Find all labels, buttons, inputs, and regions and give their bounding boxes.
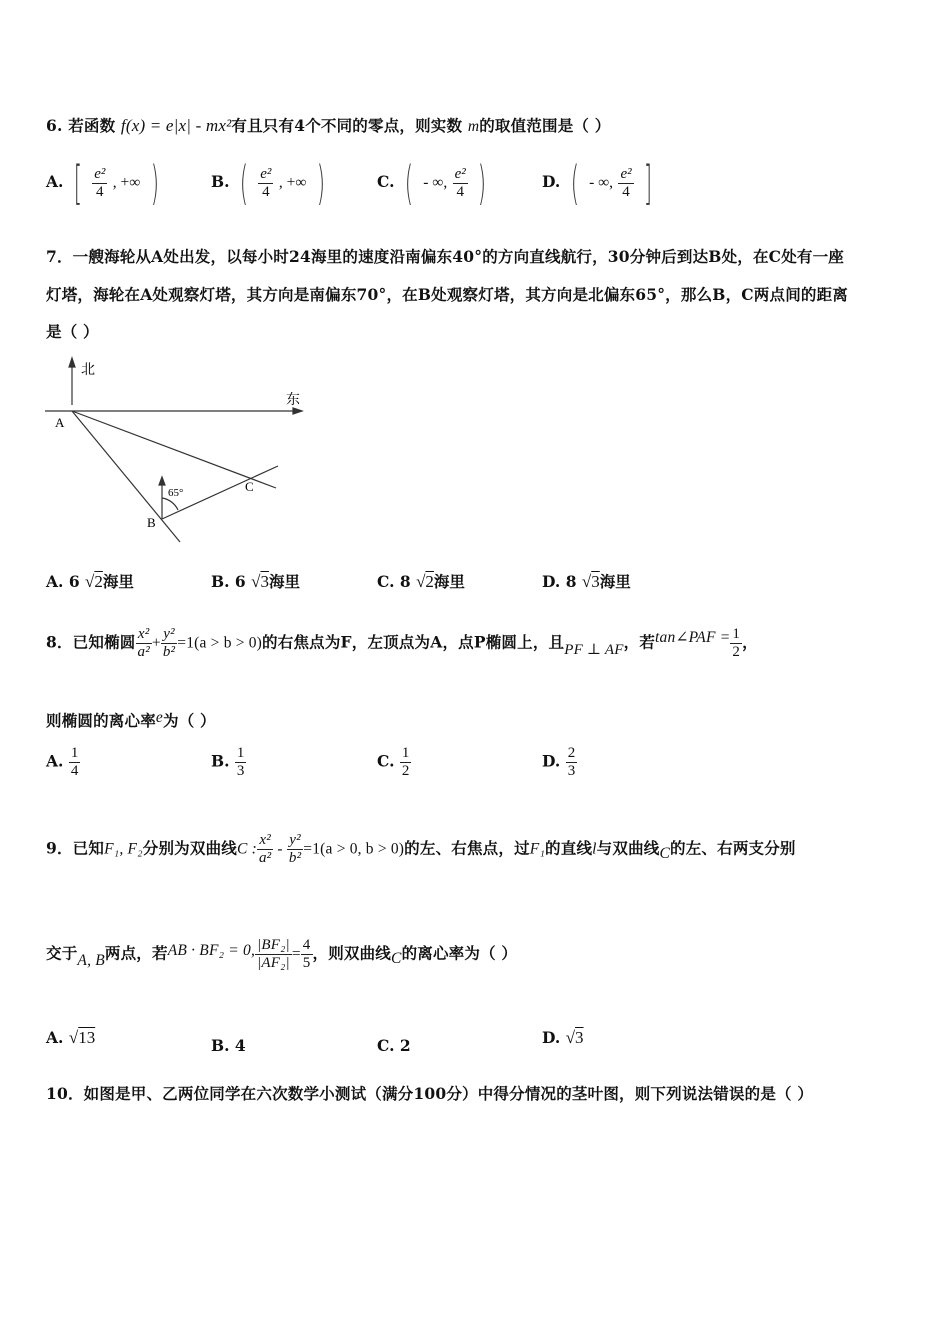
fraction-value [301, 937, 313, 972]
q8-option-c[interactable] [377, 745, 411, 780]
text-fragment: x² [257, 832, 273, 850]
text-fragment: 则椭圆的离心率 [46, 711, 156, 730]
option-label: C. [377, 172, 395, 191]
question-9-line-1: 9．已知F₁, F₂分别为双曲线C : $\frac{\text{x²}}{\text{a²}}$ - $\frac{\text{y²}}{\text{b²}}$ =1(a > 0, b > 0)的左、右焦点，过F₁的直线l与双曲线C的左、右两支分别 [46, 832, 796, 866]
label-b: B [147, 515, 156, 530]
fraction-tan [730, 626, 742, 661]
fraction [453, 166, 468, 201]
text-fragment: A, B [77, 951, 105, 969]
text-fragment: C. [377, 572, 395, 591]
text-fragment: C [391, 949, 402, 967]
fraction [566, 745, 578, 780]
q9-option-c[interactable] [377, 1036, 411, 1055]
label-c: C [245, 479, 254, 494]
text-fragment: 与双曲线 [596, 838, 660, 858]
text-fragment: 8．已知椭圆 [46, 632, 136, 652]
text-fragment: 3 [236, 763, 245, 779]
text-fragment: 的右焦点为F，左顶点为A，点P椭圆上，且 [262, 632, 565, 652]
text-fragment: 4 [70, 763, 79, 779]
text-fragment: 2 [732, 644, 741, 660]
fraction-y [287, 832, 303, 867]
text-fragment: 4 [234, 1036, 246, 1055]
text-fragment: y² [161, 626, 177, 644]
q6-number: 6. [46, 116, 63, 135]
question-8-line-2 [46, 709, 216, 731]
q9-option-b[interactable] [211, 1036, 246, 1055]
text-fragment: 13 [78, 1028, 96, 1047]
perp-condition: PF ⊥ AF [564, 641, 624, 658]
option-head: - ∞, [589, 174, 614, 191]
q9-option-d[interactable] [542, 1028, 584, 1048]
text-fragment: C [659, 844, 671, 862]
text-fragment: 6 [68, 572, 80, 591]
text-fragment: 5 [302, 955, 311, 971]
text-fragment: 3 [260, 572, 269, 591]
bracket: ) [150, 156, 159, 210]
text-fragment: C : [236, 840, 257, 858]
text-fragment: 4 [302, 937, 311, 953]
text-fragment: 1 [70, 745, 79, 761]
text-fragment: 海里 [268, 572, 300, 591]
text-fragment: 2 [399, 1036, 411, 1055]
text-fragment: 6 [234, 572, 246, 591]
q6-option-a[interactable] [46, 156, 164, 210]
text-fragment: 为（ ） [163, 711, 216, 730]
sqrt: √13 [68, 1028, 96, 1047]
text-fragment: ，若 [623, 632, 656, 652]
option-tail: , +∞ [112, 174, 141, 191]
text-fragment: 两点，若 [104, 943, 168, 963]
question-6 [46, 114, 610, 136]
text-fragment: y² [287, 832, 303, 850]
text-fragment: 4 [622, 183, 630, 200]
text-fragment: B. [211, 1036, 230, 1055]
bracket: [ [73, 156, 82, 210]
label-angle: 65° [168, 487, 184, 499]
line-ac [72, 411, 276, 488]
q7-option-b[interactable] [211, 570, 300, 592]
q6-pre: 若函数 [68, 116, 116, 135]
text-fragment: 4 [262, 183, 270, 200]
text-fragment: 4 [456, 183, 464, 200]
question-7-line-1: 7．一艘海轮从A处出发，以每小时24海里的速度沿南偏东40°的方向直线航行，30分钟后到达B处，在C处有一座 [46, 247, 845, 266]
fraction [92, 166, 107, 201]
q7-figure [40, 350, 320, 550]
text-fragment: 1 [236, 745, 245, 761]
text-fragment: = [291, 945, 301, 963]
bracket: ) [316, 156, 325, 210]
sqrt: √2 [85, 572, 103, 591]
sqrt: √3 [565, 1028, 584, 1047]
q7-option-a[interactable] [46, 570, 134, 592]
text-fragment: 9．已知 [46, 838, 105, 858]
fraction [235, 745, 247, 780]
text-fragment: ， [742, 632, 758, 652]
text-fragment: a² [137, 644, 150, 660]
q6-var: m [467, 118, 480, 135]
q6-option-b[interactable] [211, 156, 330, 210]
text-fragment: 海里 [599, 572, 631, 591]
sqrt: √2 [416, 572, 434, 591]
text-fragment: C. [377, 751, 395, 771]
text-fragment: 1 [401, 745, 410, 761]
text-fragment: 海里 [102, 572, 134, 591]
text-fragment: D. [542, 1028, 561, 1047]
option-head: - ∞, [423, 174, 448, 191]
label-a: A [55, 415, 65, 430]
text-fragment: a² [258, 850, 272, 866]
sqrt: √3 [581, 572, 600, 591]
option-label: B. [211, 172, 230, 191]
text-fragment: A. [46, 751, 64, 771]
text-fragment: A. [46, 572, 64, 591]
text-fragment: e [155, 709, 163, 726]
text-fragment: 分别为双曲线 [142, 838, 237, 858]
text-fragment: b² [162, 644, 176, 660]
text-fragment: |BF₂| [257, 937, 290, 953]
text-fragment: 的左、右两支分别 [670, 838, 796, 858]
text-fragment: 海里 [433, 572, 465, 591]
text-fragment: 4 [96, 183, 104, 200]
q6-function: f(x) = e|x| - mx² [120, 116, 232, 135]
text-fragment: 2 [567, 745, 576, 761]
text-fragment: ，则双曲线 [312, 943, 392, 963]
text-fragment: 2 [94, 572, 103, 591]
bracket: ( [570, 156, 579, 210]
hyperbola-rest: =1(a > 0, b > 0) [303, 840, 405, 858]
q9-option-a[interactable] [46, 1028, 95, 1048]
vector-expr: AB · BF₂ = 0, [167, 941, 256, 959]
fraction-x [257, 832, 273, 867]
text-fragment: e² [620, 165, 632, 182]
q6-option-c[interactable] [377, 156, 491, 210]
north-arrow [69, 358, 75, 367]
question-10: 10．如图是甲、乙两位同学在六次数学小测试（满分100分）中得分情况的茎叶图，则下列说法错误的是（ ） [46, 1084, 814, 1103]
text-fragment: 3 [591, 572, 600, 591]
line-ab [72, 411, 180, 542]
q6-option-d[interactable] [542, 156, 657, 210]
option-label: D. [542, 172, 561, 191]
text-fragment: 的左、右焦点，过 [404, 838, 530, 858]
bracket: ] [643, 156, 653, 210]
text-fragment: 3 [567, 763, 576, 779]
label-north: 北 [81, 362, 95, 378]
text-fragment: e² [260, 165, 272, 182]
text-fragment: 2 [401, 763, 410, 779]
text-fragment: A. [46, 1028, 64, 1047]
question-7-line-2: 灯塔，海轮在A处观察灯塔，其方向是南偏东70°，在B处观察灯塔，其方向是北偏东65°，那么B，C两点间的距离 [46, 285, 849, 304]
question-8-line-1: 8．已知椭圆 $\frac{\text{x²}}{\text{a²}}$ + $\frac{\text{y²}}{\text{b²}}$ =1(a > b > 0)的右焦点为F，左顶点为A，点P椭圆上，且PF ⊥ AF，若tan∠PAF = $\frac{1}{2}$ ， [46, 626, 758, 660]
fraction-ratio [255, 937, 292, 972]
question-9-line-2 [46, 937, 517, 972]
east-arrow [293, 408, 302, 414]
q7-option-d[interactable] [542, 570, 631, 592]
option-tail: , +∞ [278, 174, 307, 191]
text-fragment: 的离心率为（ ） [401, 943, 518, 963]
q8-option-b[interactable] [211, 745, 246, 780]
text-fragment: e² [454, 165, 466, 182]
bracket: ) [478, 156, 487, 210]
text-fragment: F₁ [529, 840, 546, 858]
ellipse-rest: =1(a > b > 0) [177, 634, 263, 652]
q8-option-a[interactable] [46, 745, 80, 780]
option-label: A. [46, 172, 64, 191]
text-fragment: 2 [425, 572, 434, 591]
tan-expr: tan∠PAF = [655, 628, 731, 646]
label-east: 东 [286, 392, 300, 408]
q6-mid: 有且只有4个不同的零点，则实数 [231, 116, 463, 135]
text-fragment: x² [136, 626, 152, 644]
q7-option-c[interactable] [377, 570, 465, 592]
b-north-arrow [159, 477, 165, 485]
text-fragment: 的直线 [545, 838, 593, 858]
angle-arc [162, 498, 178, 510]
foci: F₁, F₂ [104, 840, 143, 858]
text-fragment: e² [94, 165, 106, 182]
fraction [400, 745, 412, 780]
bracket: ( [239, 156, 248, 210]
question-7-line-3: 是（ ） [46, 322, 99, 341]
text-fragment: 8 [565, 572, 577, 591]
text-fragment: 1 [732, 626, 741, 642]
text-fragment: b² [288, 850, 302, 866]
text-fragment: l [592, 840, 597, 858]
fraction [258, 166, 273, 201]
text-fragment: 8 [399, 572, 411, 591]
fraction [69, 745, 81, 780]
fraction-x [136, 626, 152, 661]
text-fragment: 交于 [46, 943, 78, 963]
q6-post: 的取值范围是（ ） [479, 116, 611, 135]
q8-option-d[interactable] [542, 745, 577, 780]
text-fragment: D. [542, 751, 561, 771]
text-fragment: C. [377, 1036, 395, 1055]
text-fragment: B. [211, 751, 230, 771]
text-fragment: B. [211, 572, 230, 591]
text-fragment: |AF₂| [257, 955, 290, 971]
text-fragment: D. [542, 572, 561, 591]
fraction-y [161, 626, 177, 661]
bracket: ( [404, 156, 413, 210]
sqrt: √3 [251, 572, 269, 591]
text-fragment: 3 [575, 1028, 584, 1047]
fraction [618, 166, 633, 201]
